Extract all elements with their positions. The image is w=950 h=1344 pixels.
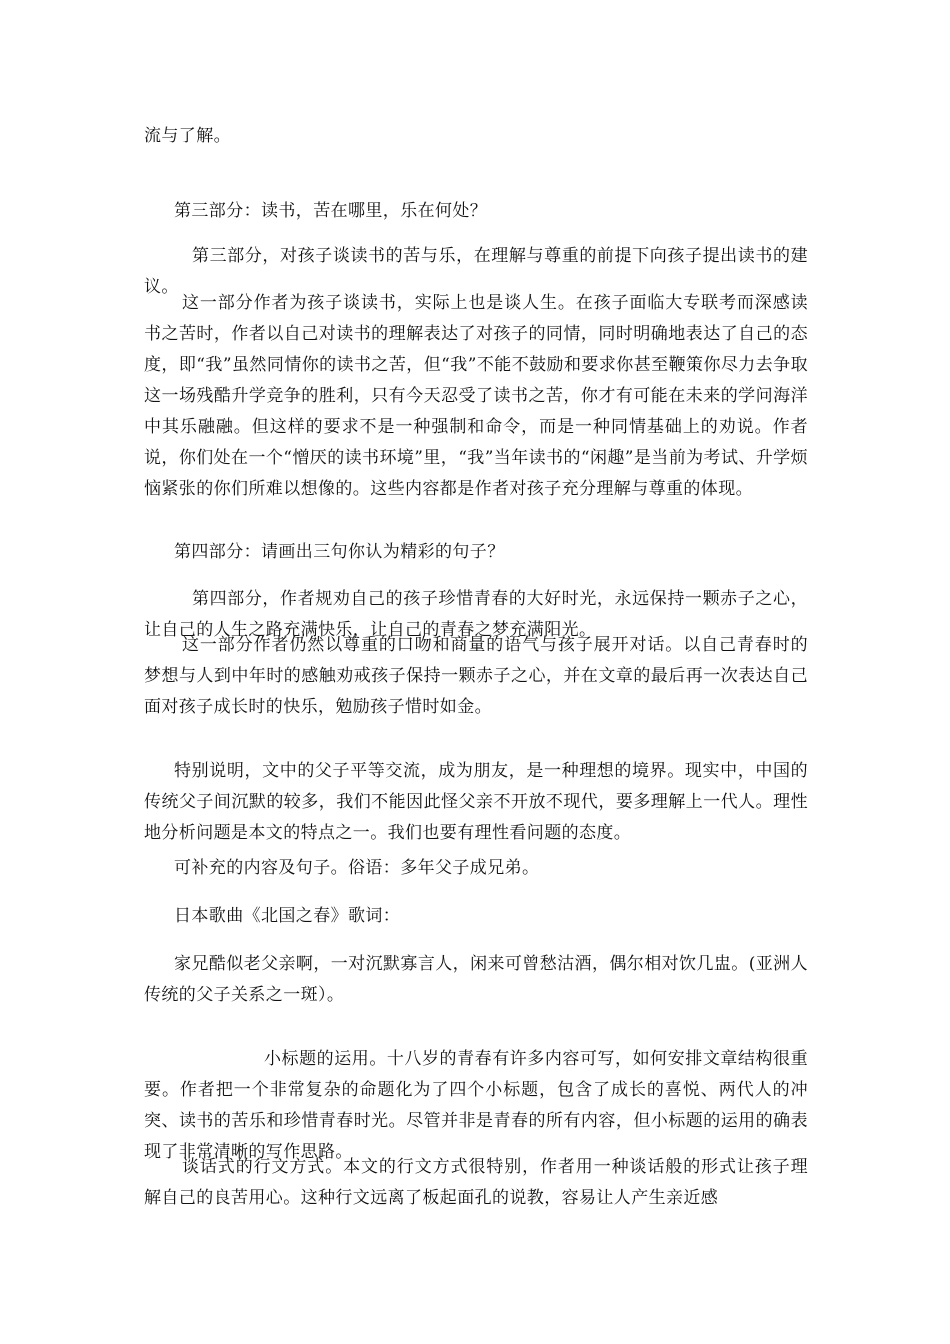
paragraph-conversational-style: 谈话式的行文方式。本文的行文方式很特别，作者用一种谈话般的形式让孩子理解自己的良苦用心。这种行文远离了板起面孔的说教，容易让人产生亲近感 xyxy=(144,1157,808,1208)
paragraph-special-note: 特别说明，文中的父子平等交流，成为朋友，是一种理想的境界。现实中，中国的传统父子间沉默的较多，我们不能因此怪父亲不开放不现代，要多理解上一代人。理性地分析问题是本文的特点之一。我们也要有理性看问题的态度。 xyxy=(144,761,808,843)
paragraph-song-title: 日本歌曲《北国之春》歌词： xyxy=(174,906,401,926)
paragraph-part-four-analysis: 这一部分作者仍然以尊重的口吻和商量的语气与孩子展开对话。以自己青春时的梦想与人到中年时的感触劝戒孩子保持一颗赤子之心，并在文章的最后再一次表达自己面对孩子成长时的快乐，勉励孩子惜时如金。 xyxy=(144,635,808,717)
paragraph-subheadings: 小标题的运用。十八岁的青春有许多内容可写，如何安排文章结构很重要。作者把一个非常复杂的命题化为了四个小标题，包含了成长的喜悦、两代人的冲突、读书的苦乐和珍惜青春时光。尽管并非是青春的所有内容，但小标题的运用的确表现了非常清晰的写作思路。 xyxy=(144,1049,808,1162)
paragraph-part-three-summary: 第三部分，对孩子谈读书的苦与乐，在理解与尊重的前提下向孩子提出读书的建议。 xyxy=(144,246,808,297)
paragraph-part-three-analysis: 这一部分作者为孩子谈读书，实际上也是谈人生。在孩子面临大专联考而深感读书之苦时，作者以自己对读书的理解表达了对孩子的同情，同时明确地表达了自己的态度，即“我”虽然同情你的读书之苦，但“我”不能不鼓励和要求你甚至鞭策你尽力去争取这一场残酷升学竞争的胜利，只有今天忍受了读书之苦，你才有可能在未来的学问海洋中其乐融融。但这样的要求不是一种强制和命令，而是一种同情基础上的劝说。作者说，你们处在一个“憎厌的读书环境”里，“我”当年读书的“闲趣”是当前为考试、升学烦恼紧张的你们所难以想像的。这些内容都是作者对孩子充分理解与尊重的体现。 xyxy=(144,293,808,499)
paragraph-supplement: 可补充的内容及句子。俗语：多年父子成兄弟。 xyxy=(174,858,540,878)
paragraph-part-four-summary: 第四部分，作者规劝自己的孩子珍惜青春的大好时光，永远保持一颗赤子之心，让自己的人生之路充满快乐，让自己的青春之梦充满阳光。 xyxy=(144,589,808,640)
paragraph-continuation: 流与了解。 xyxy=(144,126,231,146)
section-heading-part-four: 第四部分：请画出三句你认为精彩的句子？ xyxy=(174,542,505,562)
paragraph-song-lyrics: 家兄酷似老父亲啊，一对沉默寡言人，闲来可曾愁沽酒，偶尔相对饮几盅。(亚洲人传统的父子关系之一斑）。 xyxy=(144,954,808,1005)
section-heading-part-three: 第三部分：读书，苦在哪里，乐在何处？ xyxy=(174,201,488,221)
